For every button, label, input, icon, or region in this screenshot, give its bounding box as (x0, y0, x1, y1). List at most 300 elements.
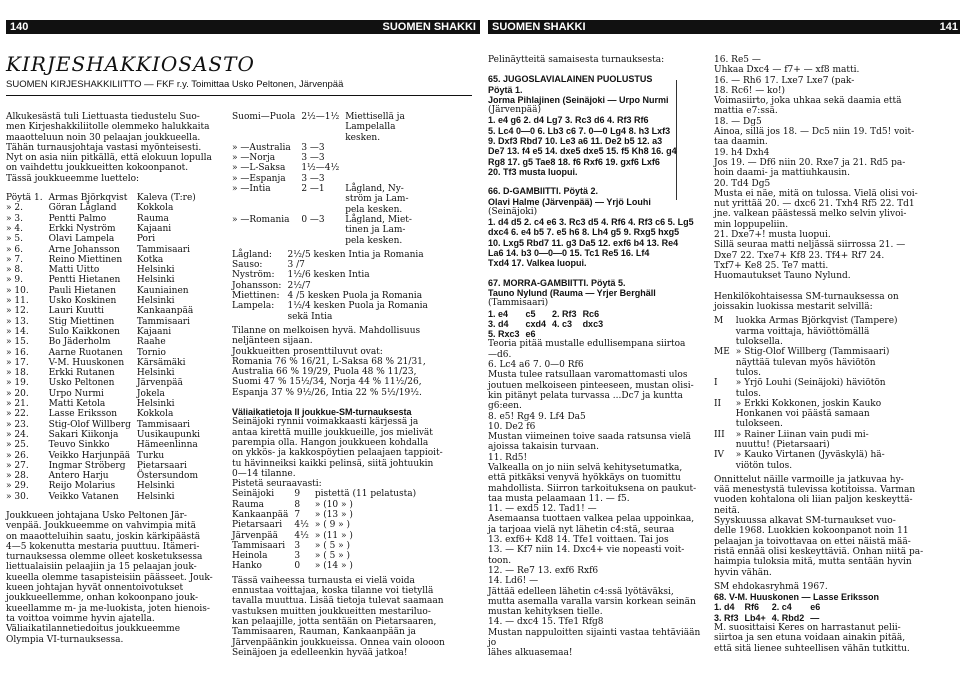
move-line: 10. Lxg5 Rbd7 11. g3 Da5 12. exf6 b4 13. Re4 (488, 237, 679, 248)
result-row-cell (301, 133, 345, 143)
roster-row-cell: Kauniainen (136, 285, 189, 296)
roster-row-cell: Teuvo Sinkko (48, 440, 110, 451)
result-row-cell: » —Romania (232, 214, 290, 225)
champion-row-cell: » Erkki Kokkonen, joskin Kauko (735, 398, 882, 409)
note-line: Mustan nappuloitten sijainti vastaa tehtäviään jo (488, 627, 701, 649)
situation-line: Romania 76 % 16/21, L-Saksa 68 % 21/31, (232, 356, 426, 367)
note-line: että pitkäksi venyvä hyökkäys on tuomittu (488, 473, 681, 484)
result-row-cell (232, 236, 301, 246)
move-line: 9. Dxf3 Rbd7 10. Le3 a6 11. De2 b5 12. a3 (488, 136, 663, 147)
game-67-moves-table (488, 309, 609, 340)
magazine-title: SUOMEN SHAKKI (382, 21, 476, 33)
roster-row-cell: Helsinki (136, 368, 175, 379)
champion-row-cell: » Stig-Olof Willberg (Tammisaari) (735, 347, 890, 358)
result-row (232, 153, 418, 163)
roster-row (6, 193, 206, 203)
note-line: lähes alkuasemaa! (488, 648, 573, 659)
standing-row-cell: 3 (294, 551, 301, 562)
champion-row-cell: tulos. (735, 388, 761, 399)
player-row-cell: 1½/6 kesken Intia (287, 270, 370, 281)
roster-row-cell: Sakari Kiikonja (48, 429, 119, 440)
roster-row-cell: » 24. (6, 429, 29, 440)
player-row-cell: Lågland: (232, 249, 272, 260)
standing-row (232, 551, 422, 561)
closing-line: Järvenpäänkin joukkueissa. Onnea vain olooon (232, 637, 445, 648)
player-row (232, 260, 434, 270)
result-row-cell: Lågland, Miet- (345, 214, 412, 225)
page-number: 140 (10, 21, 29, 33)
standing-row-cell: pistettä (11 pelatusta) (314, 489, 417, 500)
champion-row-cell: III (714, 429, 725, 440)
note-line (714, 282, 954, 292)
standing-row (232, 489, 422, 499)
game-66-moves (488, 217, 710, 268)
note-line: 18. Rc6! — ko!) (714, 85, 786, 96)
note-line: Asemaansa tuottaen valkea pelaa uppoinkaa, (488, 514, 695, 525)
after-line: Onnittelut näille varmoille ja jatkuvaa hy- (714, 474, 904, 485)
roster-row (6, 214, 206, 224)
note-line: 10. De2 f6 (488, 421, 536, 432)
roster-row-cell: Kokkola (136, 409, 174, 420)
standing-row-cell: » (10 » ) (314, 499, 353, 510)
roster-row-cell: Reino Miettinen (48, 254, 123, 265)
result-row (232, 215, 418, 225)
intro-line: men Kirjeshakkiliitolle olemmeko halukkaita (6, 122, 210, 133)
note-line: Jättää edelleen lähetin c4:ssä lyötäväksi, (488, 586, 674, 597)
note-line: 18. — Dg5 (714, 116, 762, 127)
outro-line: kueen johtajan hyvät onnentoivotukset (6, 583, 184, 594)
result-row-cell (301, 225, 345, 235)
roster-row-cell: Pori (136, 234, 156, 245)
roster-row-cell: Raahe (136, 337, 166, 348)
roster-row-cell: Tammisaari (136, 419, 190, 430)
note-line: taa musta pelaamaan 11. — f5. (488, 493, 630, 504)
roster-row-cell: » 6. (6, 244, 23, 255)
roster-row-cell: Helsinki (136, 491, 175, 502)
section-title: KIRJESHAKKIOSASTO (6, 52, 255, 76)
roster-row (6, 203, 206, 213)
roster-row-cell: » 10. (6, 285, 29, 296)
result-row-cell: 3 —3 (301, 153, 325, 164)
standing-row-cell: Rauma (232, 499, 265, 510)
champion-row-cell: luokka Armas Björkqvist (Tampere) (735, 316, 898, 327)
result-row-cell (345, 143, 418, 153)
left-page-header (6, 20, 480, 34)
standing-row-cell: 4½ (294, 520, 309, 531)
move-line: Txd4 17. Valkea luopui. (488, 258, 587, 269)
outro-line: ta voittoa voimme hyvin ajatella. (6, 613, 155, 624)
sm-candidates-line: SM ehdokasryhmä 1967. (714, 581, 828, 592)
roster-row-cell: » 5. (6, 234, 23, 245)
roster-row-cell: » 17. (6, 357, 29, 368)
roster-row-cell: Tammisaari (136, 244, 190, 255)
roster-row (6, 492, 206, 502)
standing-row-cell: Hanko (232, 561, 262, 572)
player-row-cell: Miettinen: (232, 291, 280, 302)
standing-row-cell: Heinola (232, 551, 268, 562)
result-row-cell: 0 —3 (301, 214, 325, 225)
situation-line: Espanja 37 % 9½/26, Intia 22 % 5½/19½. (232, 387, 422, 398)
sm-line: Pistetä seuraavasti: (232, 479, 322, 490)
intro-line: Tähän turnausjohtaja vastasi myönteisesti. (6, 142, 202, 153)
move-row-cell: dxc3 (582, 318, 604, 329)
roster-row (6, 317, 206, 327)
after-text (714, 475, 954, 578)
result-row-cell: tinen ja Lam- (345, 225, 406, 236)
roster-row-cell: Reijo Molarius (48, 481, 116, 492)
roster-row (6, 275, 206, 285)
standing-row-cell: » ( 5 » ) (314, 540, 351, 551)
player-row-cell: Lampela: (232, 301, 275, 312)
result-row (232, 133, 418, 143)
result-row-cell (232, 133, 301, 143)
move-row-cell (583, 329, 610, 339)
result-row-cell (301, 194, 345, 204)
champion-row-cell: IV (714, 450, 725, 461)
roster-row-cell: Pentti Palmo (48, 213, 107, 224)
roster-row-cell: Pöytä 1. (6, 193, 43, 204)
move-row-cell: e6 (525, 329, 536, 340)
result-row-cell: 1½—4½ (301, 163, 340, 174)
roster-row (6, 451, 206, 461)
closing-line: tavalla muuttua. Lisää tietoja tulevat saamaan (232, 596, 444, 607)
standing-row-cell: » (11 » ) (314, 530, 353, 541)
note-line: että sitä lienee suhteellisen vähän tutkittu. (714, 643, 910, 654)
move-row-cell: cxd4 (525, 318, 547, 329)
roster-row-cell: Tammisaari (136, 316, 190, 327)
roster-row (6, 368, 206, 378)
move-line: Rg8 17. g5 Tae8 18. f6 Rxf6 19. gxf6 Lxf6 (488, 156, 660, 167)
roster-row-cell: Erkki Nyström (48, 223, 116, 234)
after-line: neitä. (714, 505, 740, 516)
standing-row-cell: Tammisaari (232, 540, 286, 551)
champion-row (714, 409, 904, 419)
outro-line: joukkueellemme, onhan kokoonpano jouk- (6, 593, 199, 604)
roster-row-cell: » 23. (6, 419, 29, 430)
masthead-rule (6, 95, 472, 96)
note-line: kin pitänyt pelata turvassa ...Dc7 ja kuntta (488, 390, 683, 401)
move-row (488, 319, 609, 329)
game-67-players: Tauno Nylund (Rauma — Yrjer Berghäll (488, 287, 656, 298)
roster-row-cell: Veikko Harjunpää (48, 450, 131, 461)
move-row (714, 613, 826, 623)
note-line: Ainoa, sillä jos 18. — Dc5 niin 19. Td5! voit- (714, 127, 915, 138)
roster-row-cell: » 19. (6, 378, 29, 389)
game-67-club: (Tammisaari) (488, 298, 549, 309)
result-row-cell: 2½—1½ (301, 112, 340, 122)
result-row-cell: Miettisellä ja (345, 112, 405, 122)
game-68-moves-table (714, 602, 826, 623)
roster-row-cell: » 13. (6, 316, 29, 327)
champion-row-cell (714, 389, 736, 399)
champion-row (714, 399, 904, 409)
note-line: mutta asemalla varalla varsin korkean seinän (488, 596, 696, 607)
note-line: —d6. (488, 349, 512, 360)
roster-row (6, 286, 206, 296)
roster-row-cell: Uusikaupunki (136, 429, 201, 440)
roster-row-cell: » 7. (6, 254, 23, 265)
roster-row-cell: Usko Koskinen (48, 296, 117, 307)
note-line: Mustan viimeinen toive saada ratsunsa vielä (488, 432, 692, 443)
note-line: mahdollista. Siirron tarkoituksena on paukut- (488, 483, 697, 494)
roster-row-cell: » 18. (6, 368, 29, 379)
roster-row-cell: Göran Lågland (48, 203, 117, 214)
roster-row-cell: Järvenpää (136, 378, 183, 389)
champion-row (714, 316, 904, 326)
note-line: min loppupeliin. (714, 219, 789, 230)
roster-row-cell: » 11. (6, 296, 29, 307)
standing-row-cell: 3 (294, 540, 301, 551)
intro-line: on vaihdettu joukkueitten kokoonpanot. (6, 163, 189, 174)
player-row-cell: 2½/5 kesken Intia ja Romania (287, 249, 424, 260)
roster-row-cell: V-M. Huuskonen (48, 357, 125, 368)
move-line: 20. Tf3 musta luopui. (488, 166, 578, 177)
result-row-cell: Lågland, Ny- (345, 184, 404, 195)
move-row-cell: — (810, 612, 820, 623)
roster-row-cell: » 26. (6, 450, 29, 461)
champion-row-cell: » Yrjö Louhi (Seinäjoki) häviötön (735, 378, 886, 389)
move-row-cell: 2. c4 (771, 602, 792, 613)
roster-row-cell: Olavi Lampela (48, 234, 115, 245)
after-line: haimpia tuloksia mitä, mutta sentään hyvin (714, 557, 912, 568)
roster-row-cell: Veikko Vatanen (48, 491, 119, 502)
sm-heading: Väliaikatietoja II joukkue-SM-turnauksesta (232, 407, 412, 418)
champion-row-cell (714, 358, 736, 368)
roster-row-cell: Ingmar Ströberg (48, 460, 126, 471)
standing-row-cell: Pietarsaari (232, 520, 283, 531)
champion-row (714, 450, 904, 460)
match-results-table (232, 112, 418, 246)
move-row-cell: 3. Rf3 (714, 612, 739, 623)
standing-row (232, 561, 422, 571)
roster-row-cell: » 21. (6, 399, 29, 410)
roster-row (6, 399, 206, 409)
situation-line: Joukkueitten prosenttiluvut ovat: (232, 346, 383, 357)
champion-row-cell (714, 419, 736, 429)
note-line: 20. Td4 Dg5 (714, 178, 771, 189)
champion-row-cell: Honkanen voi päästä samaan (735, 409, 870, 420)
result-row-cell (301, 205, 345, 215)
player-scores-table (232, 250, 434, 322)
outro-line: Joukkueen johtajana Usko Peltonen Jär- (6, 510, 187, 521)
move-row-cell: Rc6 (582, 308, 600, 319)
roster-row (6, 420, 206, 430)
note-line: 16. — Rh6 17. Lxe7 Lxe7 (pak- (714, 75, 855, 86)
champion-row (714, 358, 904, 368)
roster-row-cell: Usko Peltonen (48, 378, 115, 389)
note-line: Musta tulee ratsullaan varomattomasti ulos (488, 370, 688, 381)
champion-row-cell: tulokseen. (735, 419, 783, 430)
roster-row (6, 358, 206, 368)
result-row-cell (345, 174, 418, 184)
champion-row-cell: M (714, 316, 724, 327)
champion-row (714, 378, 904, 388)
roster-row-cell: Aarne Ruotanen (48, 347, 123, 358)
note-line: 19. h4 Dxh4 (714, 147, 770, 158)
closing-line: Seinäjoen ja edelleenkin hyvää jatkoa! (232, 647, 408, 658)
column-4 (714, 55, 954, 654)
move-row-cell: 4. c3 (552, 318, 573, 329)
player-row (232, 281, 434, 291)
roster-row-cell: Pentti Hietanen (48, 275, 121, 286)
result-row-cell: pela kesken. (345, 235, 403, 246)
roster-row-cell: Bo Jäderholm (48, 337, 111, 348)
result-row-cell (232, 225, 301, 235)
result-row (232, 236, 418, 246)
after-line: ristä ennää olisi keskeyttäviä. Onhan niitä pa- (714, 546, 924, 557)
result-row (232, 163, 418, 173)
sm-line: on ykkös- ja kakkospöytien pelaajaen tappioit- (232, 448, 443, 459)
move-line: La6 14. b3 0—0—0 15. Tc1 Re5 16. Lf4 (488, 248, 650, 259)
result-row-cell: 3 —3 (301, 142, 325, 153)
note-line: 13. — Kf7 niin 14. Dxc4+ vie nopeasti voit- (488, 545, 685, 556)
after-line: vuoden kohtalona oli liian paljon keskeyttä- (714, 495, 913, 506)
note-line: 21. Dxe7+! musta luopui. (714, 230, 831, 241)
note-line: Huomautukset Tauno Nylund. (714, 271, 851, 282)
roster-row-cell: Helsinki (136, 399, 175, 410)
roster-row (6, 461, 206, 471)
sm-line: 0—14 tilanne. (232, 468, 296, 479)
standing-row-cell: Järvenpää (232, 530, 278, 541)
standing-row-cell: 0 (294, 561, 301, 572)
outro-line: kueellamme m- ja me-luokista, joten hienois- (6, 603, 210, 614)
note-line: joutuen melkoiseen pinteeseen, mustan olisi- (488, 380, 694, 391)
standing-row-cell: 9 (294, 489, 301, 500)
sm-line: tu hävinneiksi kaikki pelinsä, siitä johtuukin (232, 458, 434, 469)
player-row-cell: 4 /5 kesken Puola ja Romania (287, 291, 423, 302)
roster-row-cell: » 28. (6, 471, 29, 482)
roster-row-cell: » 4. (6, 223, 23, 234)
champion-row-cell: » Rainer Liinan vain pudi mi- (735, 429, 869, 440)
game-67-notes (488, 339, 710, 658)
roster-row-cell: Stig Miettinen (48, 316, 115, 327)
champion-row-cell (714, 409, 736, 419)
note-line: ajoissa takaisin turvaan. (488, 442, 599, 453)
outro-line: Olympia VI-turnauksessa. (6, 634, 124, 645)
roster-row-cell: Helsinki (136, 265, 175, 276)
outro-line: on maaotteluihin saatu, joskin kärkipäästä (6, 531, 201, 542)
result-row-cell: Suomi—Puola (232, 112, 296, 122)
note-line: 11. Rd5! (488, 452, 528, 463)
note-line: Valkealla on jo niin selvä kehitysetumatka, (488, 462, 683, 473)
roster-row-cell: » 16. (6, 347, 29, 358)
roster-row-cell: » 14. (6, 326, 29, 337)
section-masthead (6, 52, 472, 96)
closing-line: Tässä vaiheessa turnausta ei vielä voida (232, 575, 415, 586)
roster-row (6, 471, 206, 481)
champion-row (714, 337, 904, 347)
move-row-cell: 5. Rxc3 (488, 329, 520, 340)
sm-text (232, 417, 470, 489)
note-line: Teoria pitää mustalle edullisempana siirtoa (488, 339, 686, 350)
roster-row-cell: Helsinki (136, 275, 175, 286)
champion-row-cell: II (714, 398, 722, 409)
move-row (714, 602, 826, 612)
roster-row-cell: Helsinki (136, 296, 175, 307)
roster-row-cell: Matti Ketola (48, 399, 106, 410)
situation-line: neljänteen sijaan. (232, 336, 313, 347)
player-row-cell: 2½/7 (287, 280, 311, 291)
roster-row-cell: Tornio (136, 347, 166, 358)
result-row-cell: » —Australia (232, 142, 291, 153)
note-line: M. suosittaisi Keres on harrastanut pelii- (714, 623, 901, 634)
result-row-cell: pela kesken. (345, 204, 403, 215)
champion-row-cell: » Kauko Virtanen (Jyväskylä) hä- (735, 450, 885, 461)
champion-row-cell (714, 337, 736, 347)
move-row-cell (552, 329, 583, 339)
champion-row (714, 368, 904, 378)
outro-line: 4—5 kokenutta mestaria puuttuu. Itämeri- (6, 541, 200, 552)
intro-line: maaotteluun noin 30 pelaajan joukkueella. (6, 132, 201, 143)
games-intro: Pelinäytteitä samaisesta turnauksesta: (488, 55, 665, 65)
champion-row-cell (714, 461, 736, 471)
move-row-cell: 2. Rf3 (552, 308, 577, 319)
roster-table (6, 193, 206, 502)
roster-row (6, 245, 206, 255)
note-line: toon. (488, 555, 512, 566)
outro-line: turnauksessa olemme olleet kosketuksessa (6, 552, 203, 563)
roster-row-cell: Pauli Hietanen (48, 285, 117, 296)
note-line: Txf7+ Ke8 25. Te7 matti. (714, 260, 829, 271)
outro-line: Väliaikatilannetiedoitus joukkueemme (6, 624, 181, 635)
outro-text (6, 511, 228, 645)
standing-row-cell: Kankaanpää (232, 509, 289, 520)
game-65-club: (Järvenpää) (488, 105, 541, 116)
result-row-cell (232, 205, 301, 215)
roster-row (6, 255, 206, 265)
roster-row-cell: Arne Johansson (48, 244, 120, 255)
player-row-cell: 1½/4 kesken Puola ja Romania (287, 301, 428, 312)
note-line: nut yrittää 20. — dxc6 21. Txh4 Rf5 22. Td1 (714, 199, 915, 210)
closing-line: Tammisaaren, Rauman, Kankaanpään ja (232, 627, 416, 638)
move-row-cell: 1. e4 (488, 308, 509, 319)
result-row-cell: kesken. (345, 132, 381, 143)
note-line: mustan kehityksen tielle. (488, 607, 603, 618)
note-line: siirtoa ja sen etuna voidaan ainakin pitää, (714, 633, 906, 644)
note-line: Uhkaa Dxc4 — f7+ — xf8 matti. (714, 65, 860, 76)
game-66-players: Olavi Halme (Järvenpää) — Yrjö Louhi (488, 196, 651, 207)
note-line: Dxe7 22. Txe7+ Kf8 23. Tf4+ Rf7 24. (714, 250, 885, 261)
standings-table (232, 489, 422, 571)
roster-row (6, 409, 206, 419)
roster-row-cell: Kankaanpää (136, 306, 194, 317)
move-line: De7 13. f4 e5 14. dxe5 dxe5 15. f5 Kh8 16. g4 (488, 146, 677, 157)
move-line: 1. e4 g6 2. d4 Lg7 3. Rc3 d6 4. Rf3 Rf6 (488, 115, 649, 126)
result-row-cell (345, 163, 418, 173)
roster-row (6, 389, 206, 399)
roster-row (6, 430, 206, 440)
page-number: 141 (939, 21, 958, 33)
champion-row-cell: tulos. (735, 367, 761, 378)
closing-line: kan pelaajille, jotta sentään on Pietarsaaren, (232, 616, 437, 627)
player-row-cell: Johansson: (232, 280, 282, 291)
result-row-cell (232, 122, 301, 132)
champion-row-cell (714, 368, 736, 378)
standing-row (232, 541, 422, 551)
move-row-cell: 1. d4 (714, 602, 735, 613)
player-row-cell: sekä Intia (287, 311, 333, 322)
player-row-cell: Nyström: (232, 270, 275, 281)
note-line: Henkilökohtaisessa SM-turnauksessa on (714, 291, 899, 302)
note-line: 11. — exd5 12. Tad1! — (488, 504, 597, 515)
roster-row-cell: Rauma (136, 213, 169, 224)
standing-row (232, 520, 422, 530)
game-65-title: 65. JUGOSLAVIALAINEN PUOLUSTUS (488, 74, 653, 85)
roster-row-cell: Hämeenlinna (136, 440, 198, 451)
standing-row-cell: » ( 5 » ) (314, 551, 351, 562)
champion-row-cell: viötön tulos. (735, 460, 793, 471)
note-line: 12. — Re7 13. exf6 Rxf6 (488, 565, 599, 576)
